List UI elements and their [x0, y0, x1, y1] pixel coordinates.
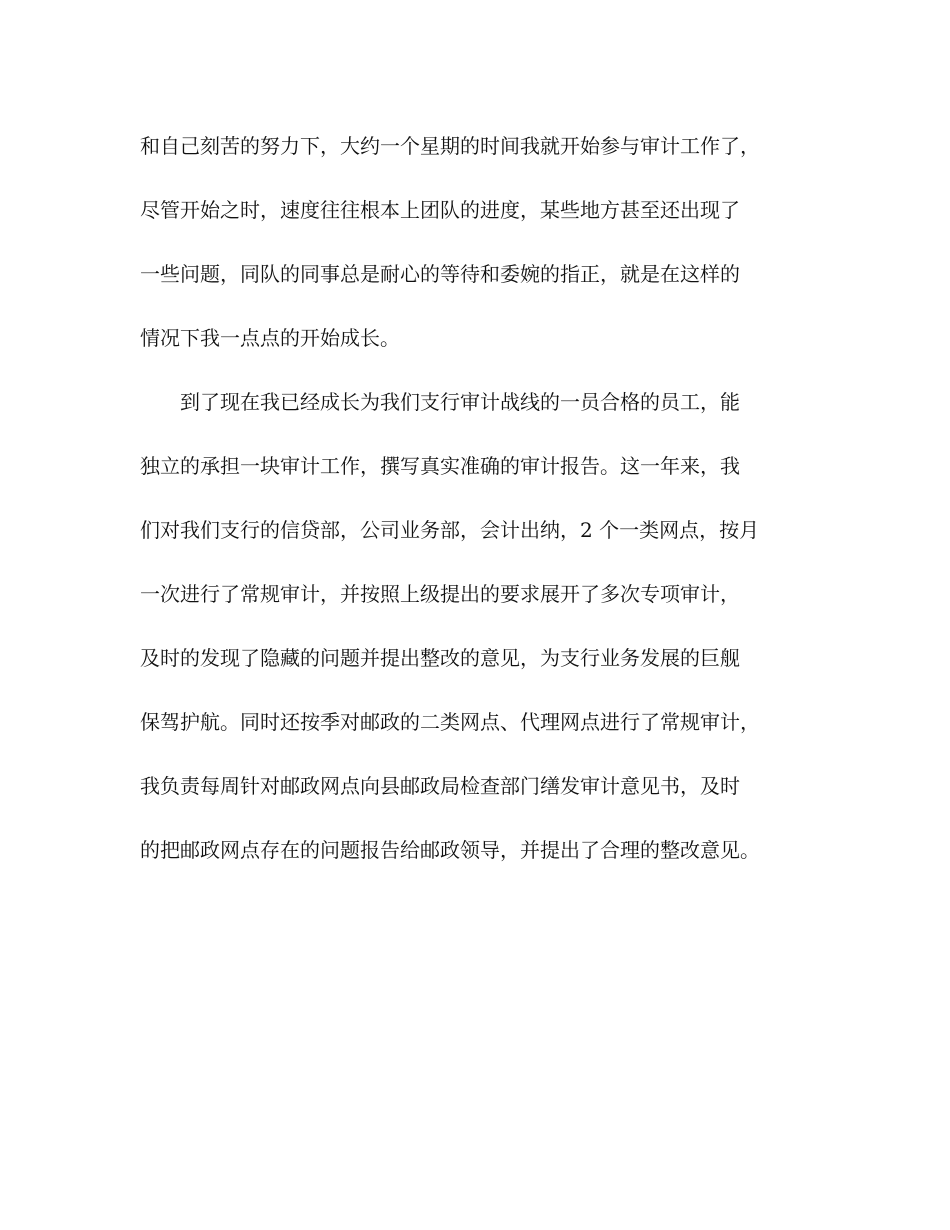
text-line: 一些问题，同队的同事总是耐心的等待和委婉的指正，就是在这样的	[140, 262, 740, 286]
text-line: 和自己刻苦的努力下，大约一个星期的时间我就开始参与审计工作了，	[140, 134, 760, 158]
text-line: 的把邮政网点存在的问题报告给邮政领导，并提出了合理的整改意见。	[140, 838, 760, 862]
text-line: 到了现在我已经成长为我们支行审计战线的一员合格的员工，能	[140, 390, 740, 414]
text-line: 情况下我一点点的开始成长。	[140, 326, 400, 350]
text-line: 尽管开始之时，速度往往根本上团队的进度，某些地方甚至还出现了	[140, 198, 740, 222]
text-line: 及时的发现了隐藏的问题并提出整改的意见，为支行业务发展的巨舰	[140, 646, 740, 670]
text-line: 我负责每周针对邮政网点向县邮政局检查部门缮发审计意见书，及时	[140, 774, 740, 798]
text-line: 一次进行了常规审计，并按照上级提出的要求展开了多次专项审计，	[140, 582, 740, 606]
text-line: 保驾护航。同时还按季对邮政的二类网点、代理网点进行了常规审计，	[140, 710, 760, 734]
text-line: 独立的承担一块审计工作，撰写真实准确的审计报告。这一年来，我	[140, 454, 740, 478]
text-line: 们对我们支行的信贷部，公司业务部，会计出纳，2 个一类网点，按月	[140, 518, 760, 542]
